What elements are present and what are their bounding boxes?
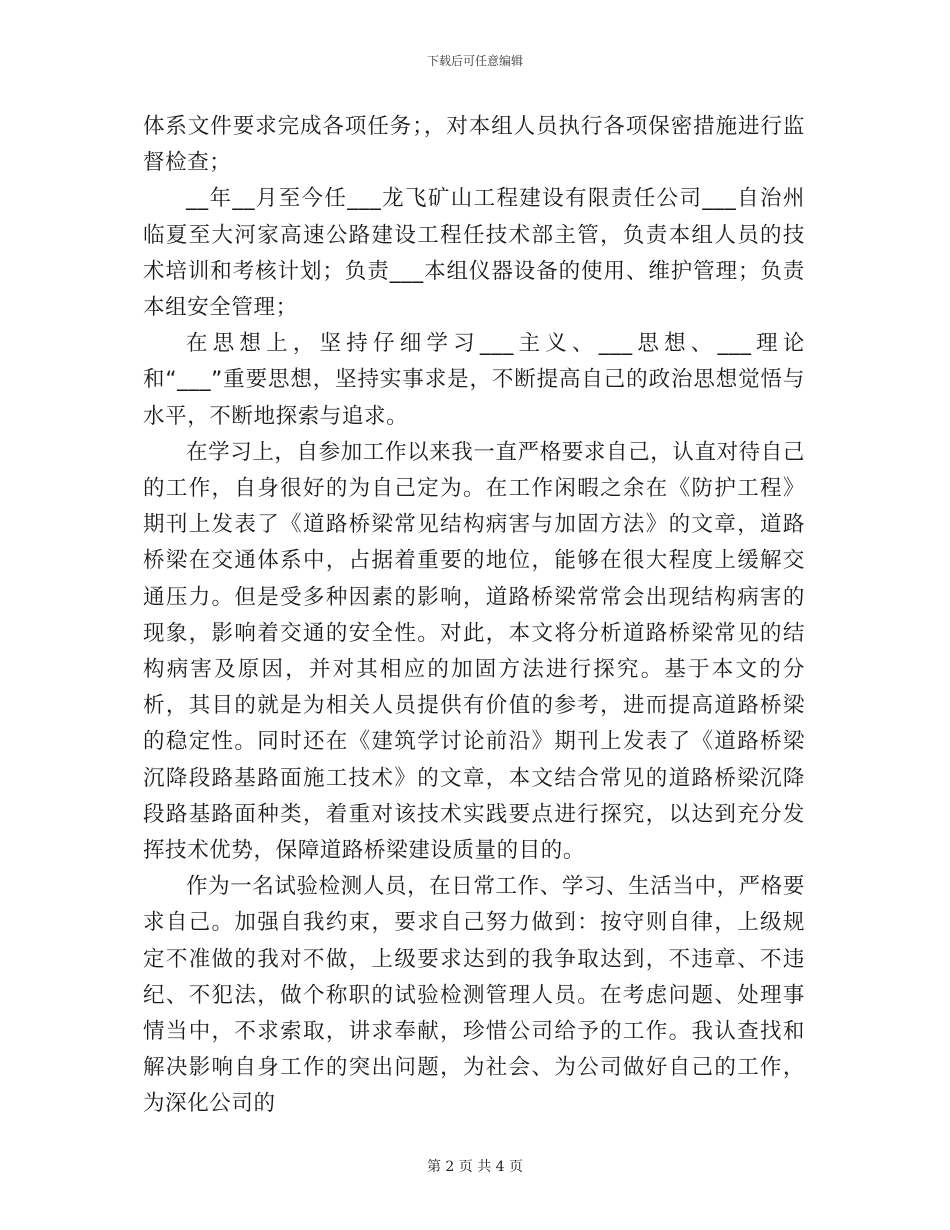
paragraph: 在学习上，自参加工作以来我一直严格要求自己，认直对待自己的工作，自身很好的为自己定为。在工作闲暇之余在《防护工程》期刊上发表了《道路桥梁常见结构病害与加固方法》的文章，道路桥梁在交通体系中，占据着重要的地位，能够在很大程度上缓解交通压力。但是受多种因素的影响，道路桥梁常常会出现结构病害的现象，影响着交通的安全性。对此，本文将分析道路桥梁常见的结构病害及原因，并对其相应的加固方法进行探究。基于本文的分析，其目的就是为相关人员提供有价值的参考，进而提高道路桥梁的稳定性。同时还在《建筑学讨论前沿》期刊上发表了《道路桥梁沉降段路基路面施工技术》的文章，本文结合常见的道路桥梁沉降段路基路面种类，着重对该技术实践要点进行探究，以达到充分发挥技术优势，保障道路桥梁建设质量的目的。 [143, 439, 805, 864]
paragraph: 作为一名试验检测人员，在日常工作、学习、生活当中，严格要求自己。加强自我约束，要求自己努力做到：按守则自律，上级规定不准做的我对不做，上级要求达到的我争取达到，不违章、不违纪、不犯法，做个称职的试验检测管理人员。在考虑问题、处理事情当中，不求索取，讲求奉献，珍惜公司给予的工作。我认查找和解决影响自身工作的突出问题，为社会、为公司做好自己的工作，为深化公司的 [143, 874, 805, 1117]
document-body [143, 109, 805, 1123]
paragraph: __年__月至今任___龙飞矿山工程建设有限责任公司___自治州临夏至大河家高速公路建设工程任技术部主管，负责本组人员的技术培训和考核计划；负责___本组仪器设备的使用、维护管理；负责本组安全管理； [143, 186, 805, 321]
page-header-note: 下载后可任意编辑 [426, 54, 523, 68]
paragraph: 在思想上，坚持仔细学习___主义、___思想、___理论和“___”重要思想，坚持实事求是，不断提高自己的政治思想觉悟与水平，不断地探索与追求。 [143, 331, 805, 429]
paragraph: 体系文件要求完成各项任务；，对本组人员执行各项保密措施进行监督检查； [143, 114, 805, 176]
page-number: 第 2 页 共 4 页 [426, 1159, 524, 1175]
